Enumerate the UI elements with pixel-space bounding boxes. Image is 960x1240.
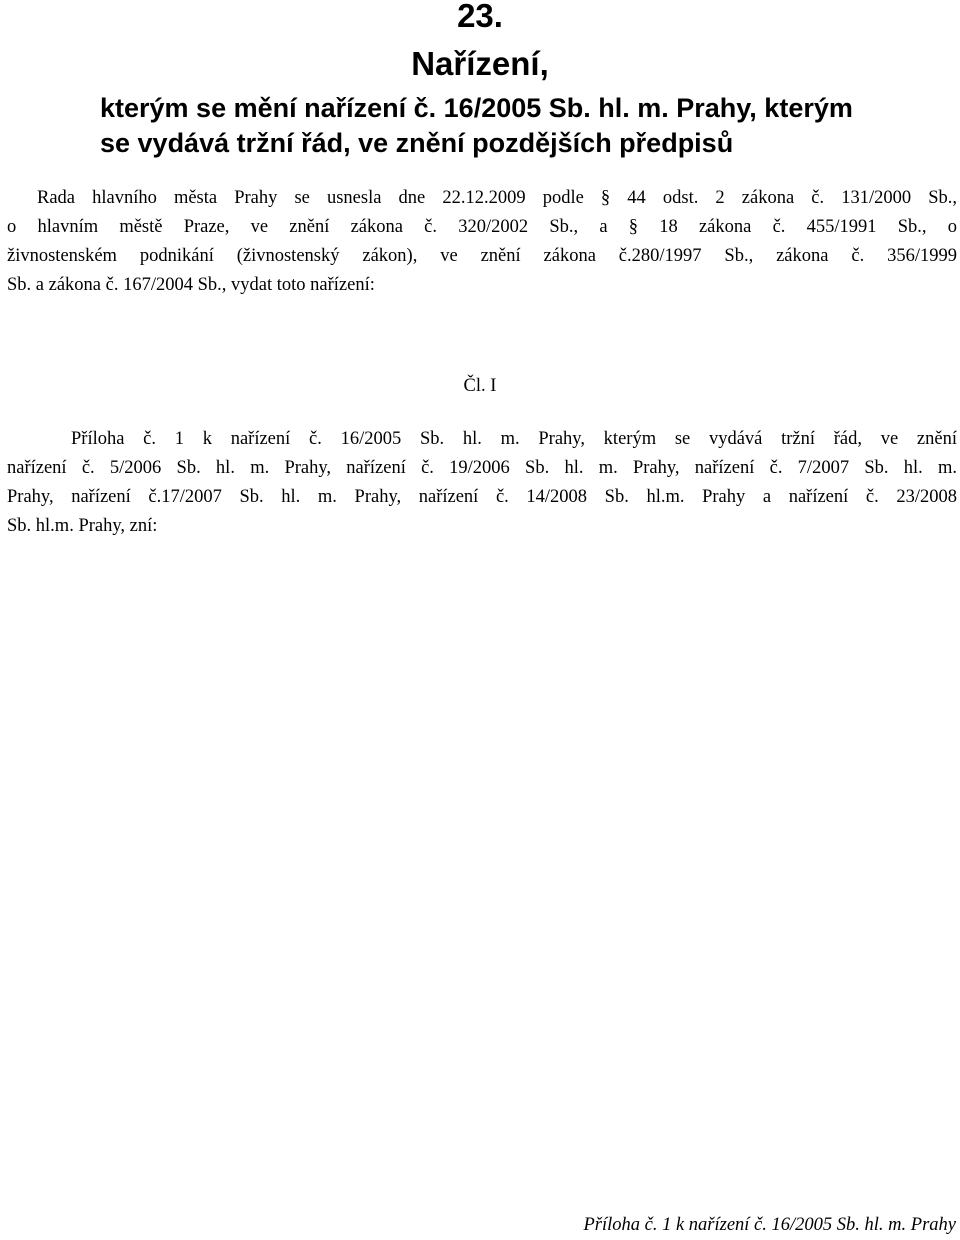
body-line: Příloha č. 1 k nařízení č. 16/2005 Sb. hl. m. Prahy, kterým se vydává tržní řád, ve znění xyxy=(71,429,957,449)
body-line: nařízení č. 5/2006 Sb. hl. m. Prahy, nařízení č. 19/2006 Sb. hl. m. Prahy, nařízení č. 7/2007 Sb. hl. m. xyxy=(7,458,957,478)
regulation-title: Nařízení, xyxy=(411,45,549,82)
regulation-subtitle xyxy=(100,91,960,161)
article-body-paragraph xyxy=(7,425,957,541)
intro-line: Sb. a zákona č. 167/2004 Sb., vydat toto nařízení: xyxy=(7,275,375,295)
regulation-number: 23. xyxy=(457,0,503,34)
body-line: Sb. hl.m. Prahy, zní: xyxy=(7,516,158,536)
intro-line: o hlavním městě Praze, ve znění zákona č. 320/2002 Sb., a § 18 zákona č. 455/1991 Sb., o xyxy=(7,217,957,237)
intro-paragraph xyxy=(7,184,957,300)
intro-line: Rada hlavního města Prahy se usnesla dne 22.12.2009 podle § 44 odst. 2 zákona č. 131/2000 Sb., xyxy=(37,188,957,208)
intro-line: živnostenském podnikání (živnostenský zákon), ve znění zákona č.280/1997 Sb., zákona č. 356/1999 xyxy=(7,246,957,266)
subtitle-line: kterým se mění nařízení č. 16/2005 Sb. hl. m. Prahy, kterým xyxy=(100,93,853,123)
subtitle-line: se vydává tržní řád, ve znění pozdějších předpisů xyxy=(100,128,734,158)
page-footer: Příloha č. 1 k nařízení č. 16/2005 Sb. hl. m. Prahy xyxy=(583,1215,956,1235)
article-heading: Čl. I xyxy=(463,376,497,396)
body-line: Prahy, nařízení č.17/2007 Sb. hl. m. Prahy, nařízení č. 14/2008 Sb. hl.m. Prahy a nařízení č. 23/2008 xyxy=(7,487,957,507)
